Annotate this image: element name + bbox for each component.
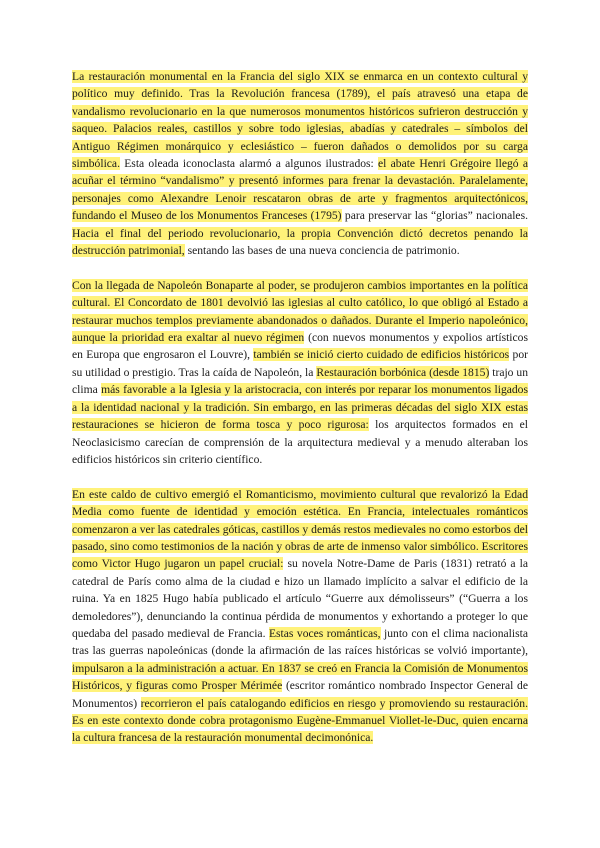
body-text: para preservar las “glorias” nacionales. (341, 209, 528, 223)
highlighted-text: el abate Henri Grégoire llegó a acuñar el término “vandalismo” y presentó informes para frenar la devastación. Paralelamente, personajes como Alexandre Lenoir rescataron obras de arte y fragmentos arquitectónicos, fundando el Museo de los Monumentos Franceses (1795) (72, 157, 528, 223)
body-text: (con nuevos monumentos y expolios artísticos en Europa que engrosaron el Louvre), (72, 331, 528, 362)
highlighted-text: La restauración monumental en la Francia del siglo XIX se enmarca en un contexto cultural y político muy definido. Tras la Revolución francesa (1789), el país atravesó una etapa de vandalismo revolucionario en la que numerosos monumentos históricos sufrieron destrucción y saqueo. Palacios reales, castillos y sobre todo iglesias, abadías y catedrales – símbolos del Antiguo Régimen monárquico y eclesiástico – fueron dañados o demolidos por su carga simbólica. (72, 70, 528, 171)
document-page (72, 68, 528, 764)
body-text: Esta oleada iconoclasta alarmó a algunos ilustrados: (119, 157, 379, 171)
paragraph-3 (72, 486, 528, 747)
highlighted-text: impulsaron a la administración a actuar. En 1837 se creó en Francia la Comisión de Monumentos Históricos, y figuras como Prosper Mérimée (72, 661, 528, 693)
body-text: junto con el clima nacionalista tras las guerras napoleónicas (donde la afirmación de las raíces históricas se volvió importante), (72, 626, 528, 658)
body-text: los arquitectos formados en el Neoclasicismo carecían de comprensión de la arquitectura medieval y a menudo alteraban los edificios históricos sin criterio científico. (72, 418, 528, 466)
body-text: sentando las bases de una nueva conciencia de patrimonio. (184, 244, 460, 258)
body-text: (escritor romántico nombrado Inspector General de Monumentos) (72, 679, 528, 710)
body-text: su novela Notre-Dame de Paris (1831) retrató a la catedral de París como alma de la ciudad e hizo un llamado implícito a salvar el edificio de la ruina. Ya en 1825 Hugo había publicado el artículo “Guerre aux démolisseurs” (“Guerra a los demoledores”), denunciando la continua pérdida de monumentos y exhortando a proteger lo que quedaba del pasado medieval de Francia. (72, 557, 528, 640)
highlighted-text: Estas voces románticas, (268, 626, 381, 640)
paragraph-1 (72, 68, 528, 259)
highlighted-text: más favorable a la Iglesia y la aristocracia, con interés por reparar los monumentos ligados a la identidad nacional y la tradición. Sin embargo, en las primeras décadas del siglo XIX estas restauraciones se hicieron de forma tosca y poco rigurosa: (72, 383, 528, 432)
body-text: trajo un clima (72, 365, 529, 397)
paragraph-2 (72, 277, 528, 468)
highlighted-text: En este caldo de cultivo emergió el Romanticismo, movimiento cultural que revalorizó la Edad Media como fuente de identidad y emoción estética. En Francia, intelectuales románticos comenzaron a ver las catedrales góticas, castillos y demás restos medievales no como estorbos del pasado, sino como testimonios de la nación y obras de arte de inmenso valor simbólico. Escritores como Victor Hugo jugaron un papel crucial: (72, 487, 528, 571)
highlighted-text: recorrieron el país catalogando edificios en riesgo y promoviendo su restauración. Es en este contexto donde cobra protagonismo Eugène-Emmanuel Viollet-le-Duc, quien encarna la cultura francesa de la restauración monumental decimonónica. (72, 696, 528, 745)
highlighted-text: también se inició cierto cuidado de edificios históricos (253, 348, 510, 362)
highlighted-text: Hacia el final del periodo revolucionario, la propia Convención dictó decretos penando la destrucción patrimonial, (72, 226, 528, 258)
highlighted-text: Restauración borbónica (desde 1815) (316, 365, 490, 379)
body-text: por su utilidad o prestigio. Tras la caída de Napoleón, la (72, 348, 529, 379)
highlighted-text: Con la llegada de Napoleón Bonaparte al poder, se produjeron cambios importantes en la política cultural. El Concordato de 1801 devolvió las iglesias al culto católico, lo que obligó al Estado a restaurar muchos templos previamente abandonados o dañados. Durante el Imperio napoleónico, aunque la prioridad era exaltar al nuevo régimen (72, 278, 528, 345)
